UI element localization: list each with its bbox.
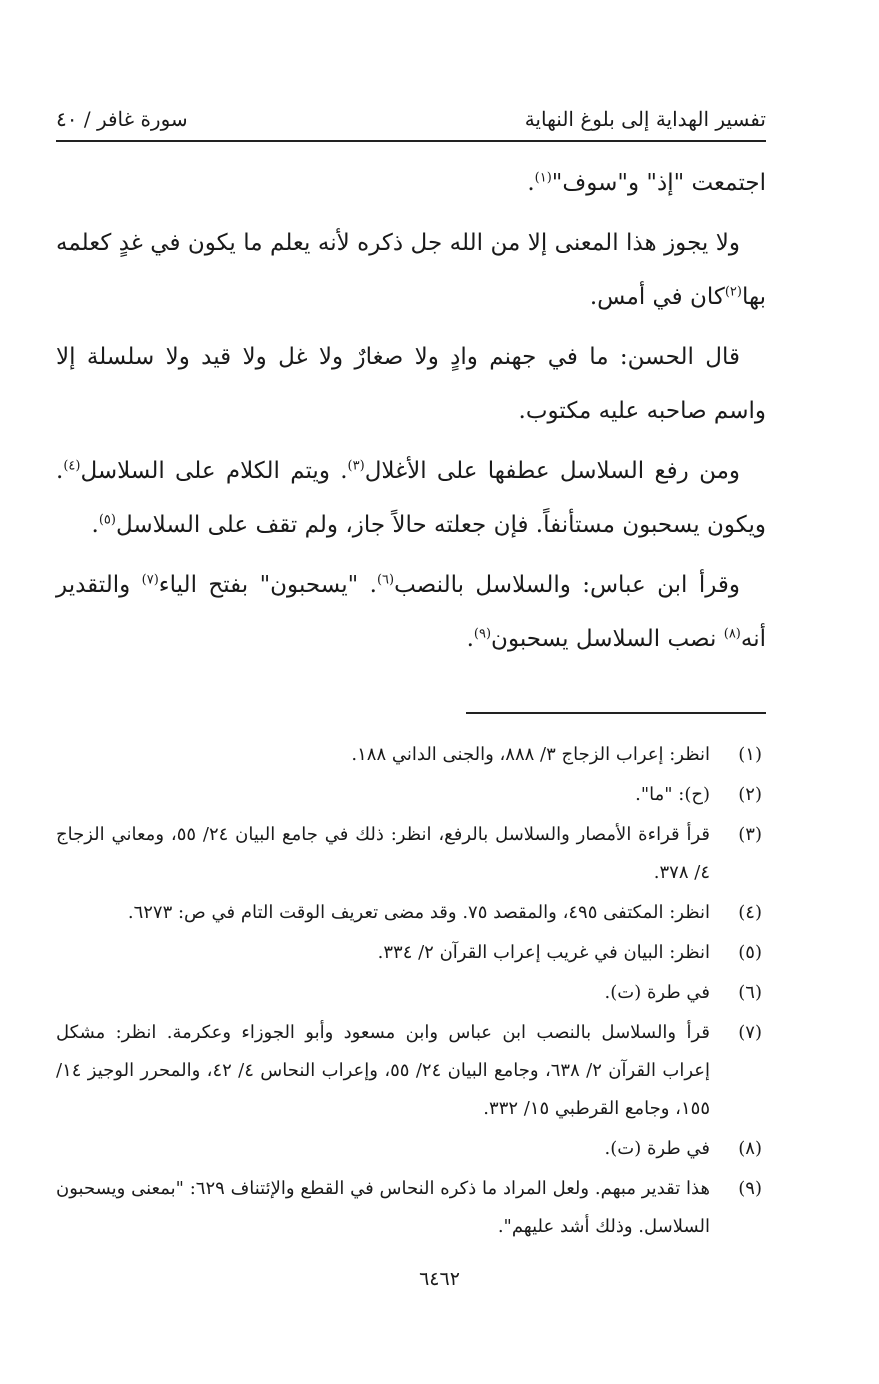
footnote-marker[interactable]: (٣) <box>347 458 365 474</box>
footnote-marker[interactable]: (٤) <box>63 458 81 474</box>
paragraph-text: كان في أمس. <box>589 284 725 310</box>
footnote-text: (ح): "ما". <box>635 784 710 805</box>
footnote-item <box>56 894 766 932</box>
footnote-text: انظر: البيان في غريب إعراب القرآن ٢/ ٣٣٤. <box>377 942 710 963</box>
footnote-item <box>56 1130 766 1168</box>
footnote-marker[interactable]: (٧) <box>141 572 159 588</box>
footnote-item <box>56 1014 766 1128</box>
page <box>56 104 766 1248</box>
paragraph <box>56 216 766 324</box>
paragraph-text: والتقدير أنه <box>56 572 766 652</box>
paragraph <box>56 558 766 666</box>
footnotes <box>56 736 766 1246</box>
footnote-number: (٩) <box>738 1178 762 1199</box>
paragraph-text: اجتمعت "إذ" و"سوف" <box>551 170 766 196</box>
paragraph-text: . <box>527 170 535 196</box>
footnote-text: انظر: المكتفى ٤٩٥، والمقصد ٧٥. وقد مضى تعريف الوقت التام في ص: ٦٢٧٣. <box>127 902 710 923</box>
footnote-item <box>56 736 766 774</box>
footnote-number: (٦) <box>738 982 762 1003</box>
footnote-number: (٣) <box>738 824 762 845</box>
paragraph-text: . <box>91 512 99 538</box>
footnote-text: في طرة (ت). <box>604 982 710 1003</box>
paragraph-text: ولا يجوز هذا المعنى إلا من الله جل ذكره لأنه يعلم ما يكون في غدٍ كعلمه بها <box>56 230 766 310</box>
footnote-item <box>56 1170 766 1246</box>
footnote-separator <box>466 712 766 714</box>
footnote-number: (٧) <box>738 1022 762 1043</box>
paragraph-text: . "يسحبون" بفتح الياء <box>158 572 377 598</box>
page-number: ٦٤٦٢ <box>419 1268 460 1290</box>
footnote-marker[interactable]: (٥) <box>98 512 116 528</box>
paragraph <box>56 444 766 552</box>
paragraph-text: . <box>466 626 474 652</box>
footnote-marker[interactable]: (٢) <box>724 284 742 300</box>
paragraph <box>56 330 766 438</box>
body-text <box>56 156 766 666</box>
paragraph-text: نصب السلاسل يسحبون <box>491 626 724 652</box>
paragraph-text: ومن رفع السلاسل عطفها على الأغلال <box>364 458 740 484</box>
paragraph <box>56 156 766 210</box>
footnote-number: (٤) <box>738 902 762 923</box>
footnote-marker[interactable]: (٩) <box>473 626 492 642</box>
footnote-number: (١) <box>738 744 762 765</box>
paragraph-text: . ويكون يسحبون مستأنفاً. فإن جعلته حالاً جاز، ولم تقف على السلاسل <box>56 458 766 538</box>
footnote-number: (٥) <box>738 942 762 963</box>
book-title: تفسير الهداية إلى بلوغ النهاية <box>524 107 766 131</box>
footnote-item <box>56 776 766 814</box>
footnote-text: هذا تقدير مبهم. ولعل المراد ما ذكره النحاس في القطع والإئتناف ٦٢٩: "بمعنى ويسحبون السلاسل. وذلك أشد عليهم". <box>56 1178 710 1237</box>
footnote-text: انظر: إعراب الزجاج ٣/ ٨٨٨، والجنى الداني ١٨٨. <box>351 744 710 765</box>
footnote-item <box>56 816 766 892</box>
paragraph-text: . ويتم الكلام على السلاسل <box>80 458 348 484</box>
footnote-text: في طرة (ت). <box>604 1138 710 1159</box>
footnote-item <box>56 974 766 1012</box>
paragraph-text: وقرأ ابن عباس: والسلاسل بالنصب <box>394 572 741 598</box>
footnote-marker[interactable]: (١) <box>534 170 552 186</box>
paragraph-text: قال الحسن: ما في جهنم وادٍ ولا صغارٌ ولا غل ولا قيد ولا سلسلة إلا واسم صاحبه عليه مكتوب. <box>56 344 766 424</box>
footnote-marker[interactable]: (٦) <box>376 572 395 588</box>
surah-label: سورة غافر / ٤٠ <box>56 107 188 131</box>
footnote-text: قرأ والسلاسل بالنصب ابن عباس وابن مسعود وأبو الجوزاء وعكرمة. انظر: مشكل إعراب القرآن ٢/ ٦٣٨، وجامع البيان ٢٤/ ٥٥، وإعراب النحاس ٤/ ٤٢، والمحرر الوجيز ١٤/ ١٥٥، وجامع القرطبي ١٥/ ٣٣٢. <box>56 1022 710 1119</box>
footnote-text: قرأ قراءة الأمصار والسلاسل بالرفع، انظر: ذلك في جامع البيان ٢٤/ ٥٥، ومعاني الزجاج ٤/ ٣٧٨. <box>56 824 710 883</box>
running-head <box>56 104 766 142</box>
footnote-marker[interactable]: (٨) <box>723 626 741 642</box>
footnote-number: (٢) <box>738 784 762 805</box>
footnote-number: (٨) <box>738 1138 762 1159</box>
footnote-item <box>56 934 766 972</box>
